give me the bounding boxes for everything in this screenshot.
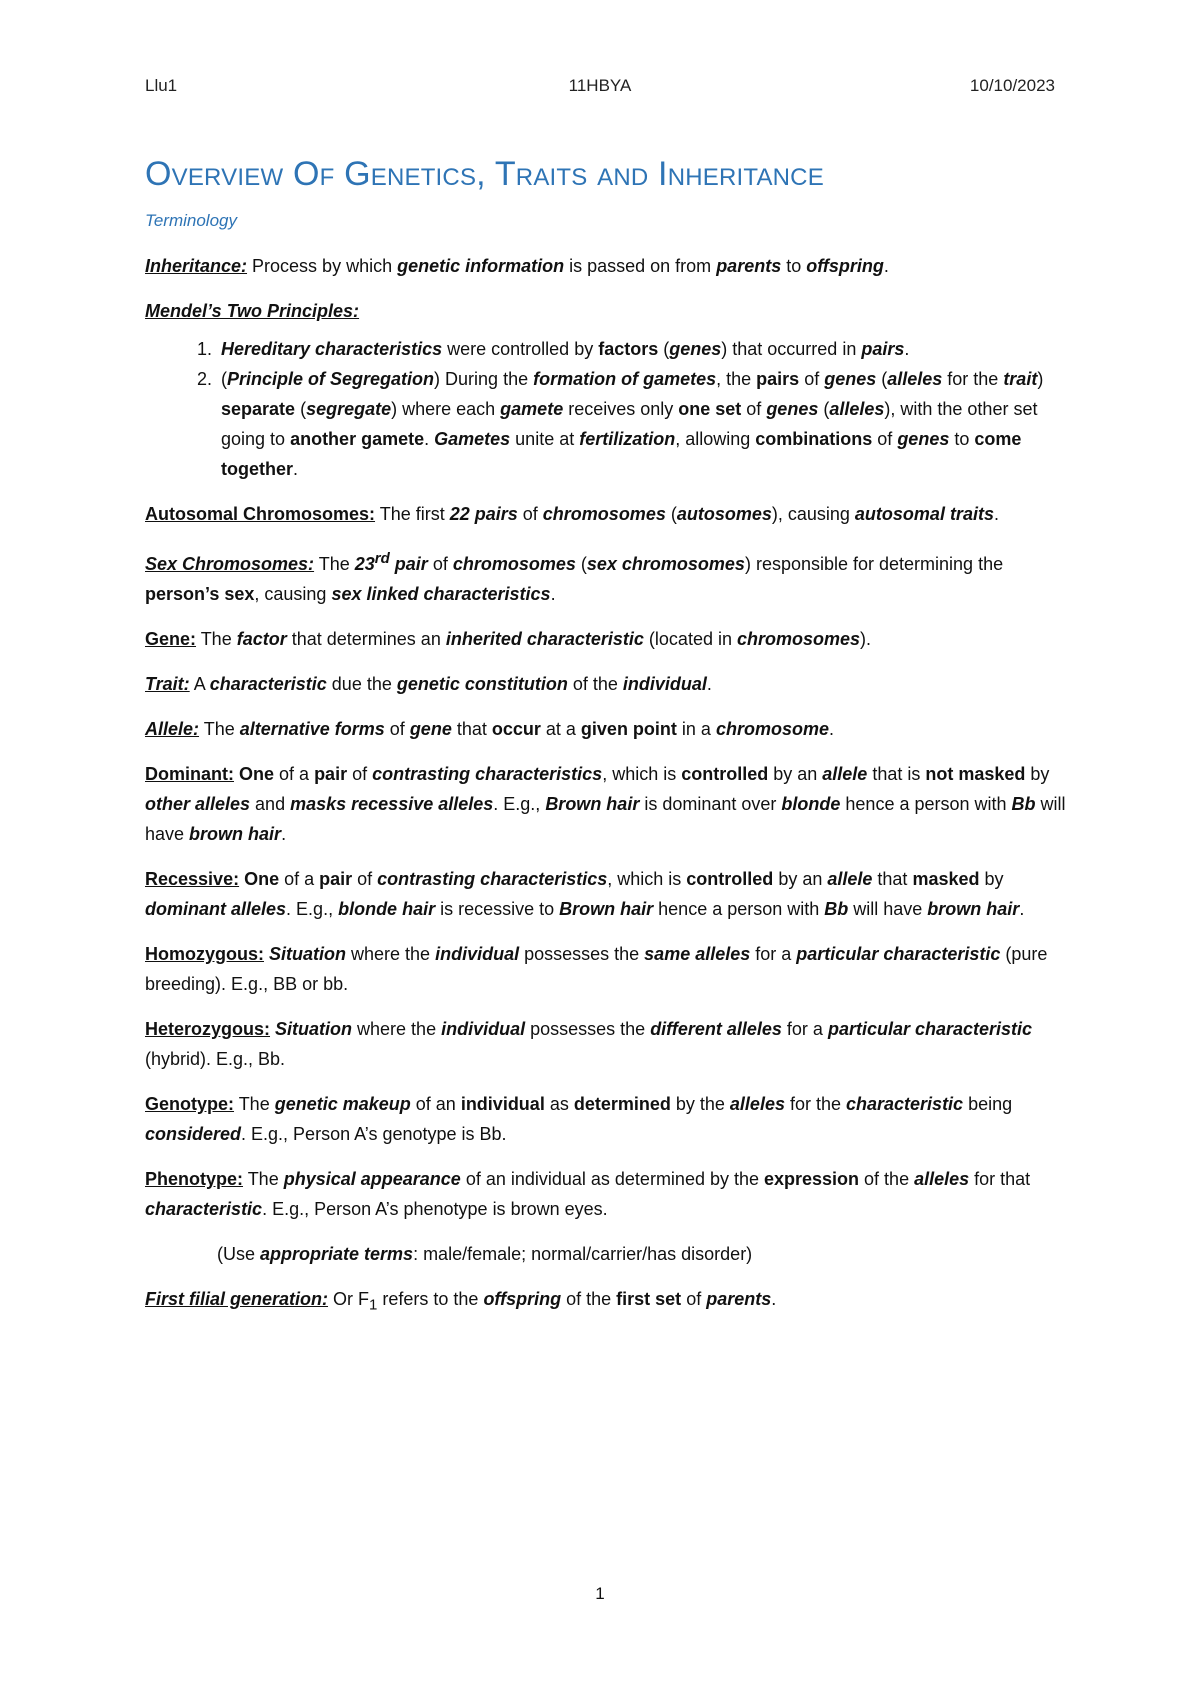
text: that determines an bbox=[286, 629, 446, 649]
keyword: 23 bbox=[354, 554, 375, 574]
keyword: given point bbox=[580, 719, 677, 739]
keyword: alleles bbox=[829, 399, 885, 419]
text: will have bbox=[848, 899, 928, 919]
keyword: sex chromosomes bbox=[586, 554, 745, 574]
text: ) During the bbox=[434, 369, 534, 389]
text: . bbox=[993, 504, 999, 524]
usage-note bbox=[145, 1239, 1067, 1269]
keyword: individual bbox=[460, 1094, 545, 1114]
keyword: another gamete bbox=[290, 429, 425, 449]
keyword: allele bbox=[822, 764, 868, 784]
text: receives only bbox=[563, 399, 679, 419]
definition-mendel bbox=[145, 296, 1067, 326]
text: of an individual as determined by the bbox=[460, 1169, 764, 1189]
text: of bbox=[347, 764, 373, 784]
keyword: parents bbox=[706, 1289, 772, 1309]
text: Process by which bbox=[247, 256, 398, 276]
keyword: gamete bbox=[500, 399, 564, 419]
keyword: considered bbox=[145, 1124, 242, 1144]
text: . E.g., Person A’s phenotype is brown eyes. bbox=[262, 1199, 608, 1219]
text: that bbox=[451, 719, 492, 739]
text: The bbox=[234, 1094, 275, 1114]
text: by the bbox=[670, 1094, 730, 1114]
keyword: autosomes bbox=[676, 504, 772, 524]
text: (located in bbox=[643, 629, 737, 649]
text: ( bbox=[665, 504, 677, 524]
keyword: genes bbox=[766, 399, 819, 419]
term-label: Inheritance: bbox=[145, 256, 248, 276]
keyword: Hereditary characteristics bbox=[221, 339, 443, 359]
text: (pure breeding). E.g., BB or bb. bbox=[145, 944, 1048, 994]
keyword: chromosomes bbox=[452, 554, 576, 574]
text: , which is bbox=[607, 869, 687, 889]
text: . bbox=[883, 256, 889, 276]
keyword: trait bbox=[1003, 369, 1038, 389]
keyword: controlled bbox=[681, 764, 769, 784]
keyword: not masked bbox=[925, 764, 1026, 784]
keyword: allele bbox=[827, 869, 873, 889]
keyword: pair bbox=[314, 764, 348, 784]
text: by bbox=[1025, 764, 1050, 784]
text: A bbox=[189, 674, 210, 694]
keyword: genes bbox=[897, 429, 950, 449]
keyword: alleles bbox=[887, 369, 943, 389]
text: of bbox=[799, 369, 825, 389]
keyword: Situation bbox=[269, 944, 347, 964]
keyword: blonde bbox=[781, 794, 841, 814]
superscript: rd bbox=[374, 550, 390, 567]
keyword: formation of gametes bbox=[533, 369, 717, 389]
text: hence a person with bbox=[840, 794, 1012, 814]
keyword: contrasting characteristics bbox=[372, 764, 603, 784]
keyword: chromosomes bbox=[736, 629, 861, 649]
text: will have bbox=[145, 794, 1066, 844]
text: ), with the other set going to bbox=[221, 399, 1038, 449]
keyword: masks recessive alleles bbox=[290, 794, 494, 814]
page-header bbox=[145, 76, 1055, 100]
text: . E.g., bbox=[493, 794, 546, 814]
section-subtitle: Terminology bbox=[145, 211, 237, 230]
header-date: 10/10/2023 bbox=[969, 76, 1055, 95]
text: The bbox=[314, 554, 355, 574]
text: . bbox=[550, 584, 556, 604]
text: ( bbox=[575, 554, 587, 574]
keyword: 22 pairs bbox=[449, 504, 518, 524]
text: ) that occurred in bbox=[721, 339, 862, 359]
text: by an bbox=[768, 764, 823, 784]
keyword: Bb bbox=[1011, 794, 1036, 814]
term-label: Genotype: bbox=[145, 1094, 235, 1114]
definition-heterozygous bbox=[145, 1014, 1067, 1074]
keyword: factor bbox=[236, 629, 287, 649]
definition-inheritance bbox=[145, 251, 1067, 281]
text: of a bbox=[274, 764, 315, 784]
keyword: offspring bbox=[806, 256, 884, 276]
text: of bbox=[872, 429, 898, 449]
keyword: characteristic bbox=[145, 1199, 263, 1219]
keyword: chromosomes bbox=[542, 504, 666, 524]
text: for a bbox=[781, 1019, 828, 1039]
text: of the bbox=[567, 674, 623, 694]
keyword: genetic information bbox=[397, 256, 565, 276]
text: (Use bbox=[217, 1244, 261, 1264]
text: ( bbox=[295, 399, 307, 419]
mendel-principles-list bbox=[145, 334, 1067, 484]
keyword: different alleles bbox=[650, 1019, 782, 1039]
text: by an bbox=[773, 869, 828, 889]
text: hence a person with bbox=[653, 899, 825, 919]
text: The bbox=[199, 719, 240, 739]
text: is recessive to bbox=[435, 899, 560, 919]
text: , which is bbox=[602, 764, 682, 784]
keyword: inherited characteristic bbox=[445, 629, 644, 649]
term-label: Heterozygous: bbox=[145, 1019, 271, 1039]
text: is passed on from bbox=[564, 256, 717, 276]
text: to bbox=[781, 256, 807, 276]
keyword: characteristic bbox=[846, 1094, 964, 1114]
text: . bbox=[1019, 899, 1025, 919]
definition-dominant bbox=[145, 759, 1067, 849]
text: , causing bbox=[254, 584, 332, 604]
keyword: first set bbox=[616, 1289, 682, 1309]
text: due the bbox=[326, 674, 397, 694]
keyword: fertilization bbox=[579, 429, 676, 449]
keyword: pair bbox=[389, 554, 428, 574]
keyword: alleles bbox=[729, 1094, 785, 1114]
text: . bbox=[771, 1289, 777, 1309]
definition-trait bbox=[145, 669, 1067, 699]
term-label: Homozygous: bbox=[145, 944, 264, 964]
term-label: Dominant: bbox=[145, 764, 234, 784]
text: The bbox=[196, 629, 237, 649]
keyword: particular characteristic bbox=[827, 1019, 1033, 1039]
text: ( bbox=[658, 339, 670, 359]
keyword: masked bbox=[912, 869, 980, 889]
keyword: characteristic bbox=[209, 674, 327, 694]
text: . bbox=[281, 824, 287, 844]
text: refers to the bbox=[377, 1289, 484, 1309]
text: at a bbox=[540, 719, 581, 739]
text: The bbox=[243, 1169, 284, 1189]
text: of bbox=[384, 719, 410, 739]
keyword: physical appearance bbox=[283, 1169, 461, 1189]
text: and bbox=[250, 794, 291, 814]
definition-autosomal bbox=[145, 499, 1067, 529]
keyword: genes bbox=[669, 339, 722, 359]
keyword: brown hair bbox=[189, 824, 282, 844]
page-number: 1 bbox=[595, 1584, 605, 1603]
definition-recessive bbox=[145, 864, 1067, 924]
keyword: Situation bbox=[275, 1019, 353, 1039]
text: of the bbox=[561, 1289, 617, 1309]
keyword: individual bbox=[441, 1019, 526, 1039]
text: , allowing bbox=[675, 429, 756, 449]
text: possesses the bbox=[519, 944, 645, 964]
keyword: other alleles bbox=[145, 794, 251, 814]
definition-phenotype bbox=[145, 1164, 1067, 1224]
keyword: occur bbox=[491, 719, 541, 739]
keyword: appropriate terms bbox=[260, 1244, 414, 1264]
keyword: particular characteristic bbox=[796, 944, 1001, 964]
keyword: Brown hair bbox=[559, 899, 654, 919]
text: ) bbox=[1037, 369, 1044, 389]
text: were controlled by bbox=[442, 339, 599, 359]
term-label: Trait: bbox=[145, 674, 190, 694]
text: that is bbox=[867, 764, 926, 784]
term-label: Allele: bbox=[145, 719, 200, 739]
text: being bbox=[963, 1094, 1013, 1114]
text: to bbox=[949, 429, 975, 449]
keyword: controlled bbox=[686, 869, 774, 889]
keyword: dominant alleles bbox=[145, 899, 287, 919]
text: ( bbox=[818, 399, 830, 419]
term-label: Recessive: bbox=[145, 869, 240, 889]
text: . E.g., bbox=[286, 899, 339, 919]
header-class-code: 11HBYA bbox=[568, 76, 632, 95]
text: (hybrid). E.g., Bb. bbox=[145, 1049, 286, 1069]
keyword: expression bbox=[764, 1169, 860, 1189]
text: of an bbox=[410, 1094, 461, 1114]
keyword: sex linked characteristics bbox=[331, 584, 551, 604]
text: ), causing bbox=[771, 504, 855, 524]
text: of bbox=[741, 399, 767, 419]
term-label: Phenotype: bbox=[145, 1169, 244, 1189]
text: of bbox=[517, 504, 543, 524]
keyword: genetic constitution bbox=[396, 674, 568, 694]
keyword: factors bbox=[598, 339, 659, 359]
text: of bbox=[427, 554, 453, 574]
keyword: individual bbox=[622, 674, 707, 694]
keyword: person’s sex bbox=[145, 584, 255, 604]
text: ( bbox=[221, 369, 227, 389]
text: where the bbox=[352, 1019, 442, 1039]
text: of a bbox=[279, 869, 320, 889]
text: of bbox=[681, 1289, 707, 1309]
text: of bbox=[352, 869, 378, 889]
text: : male/female; normal/carrier/has disorder) bbox=[413, 1244, 753, 1264]
keyword: segregate bbox=[306, 399, 392, 419]
term-label: Mendel’s Two Principles: bbox=[145, 301, 360, 321]
text: . bbox=[828, 719, 834, 739]
keyword: genetic makeup bbox=[274, 1094, 411, 1114]
text: for the bbox=[942, 369, 1004, 389]
text: in a bbox=[676, 719, 716, 739]
text: . bbox=[293, 459, 299, 479]
keyword: One bbox=[239, 764, 275, 784]
keyword: combinations bbox=[755, 429, 873, 449]
keyword: alleles bbox=[914, 1169, 970, 1189]
keyword: brown hair bbox=[927, 899, 1020, 919]
keyword: chromosome bbox=[715, 719, 829, 739]
keyword: Bb bbox=[824, 899, 849, 919]
keyword: individual bbox=[435, 944, 520, 964]
definition-sex-chromosomes bbox=[145, 544, 1067, 609]
list-item bbox=[217, 364, 1067, 484]
text: unite at bbox=[510, 429, 580, 449]
text: as bbox=[544, 1094, 574, 1114]
keyword: offspring bbox=[483, 1289, 562, 1309]
document-body bbox=[145, 150, 1067, 1336]
definition-gene bbox=[145, 624, 1067, 654]
definition-first-filial bbox=[145, 1284, 1067, 1321]
term-label: First filial generation: bbox=[145, 1289, 329, 1309]
term-label: Sex Chromosomes: bbox=[145, 554, 315, 574]
text: ). bbox=[860, 629, 872, 649]
keyword: autosomal traits bbox=[854, 504, 994, 524]
term-label: Gene: bbox=[145, 629, 197, 649]
keyword: Brown hair bbox=[545, 794, 640, 814]
definition-allele bbox=[145, 714, 1067, 744]
keyword: come together bbox=[221, 429, 1022, 479]
keyword: alternative forms bbox=[239, 719, 385, 739]
keyword: contrasting characteristics bbox=[377, 869, 608, 889]
text: possesses the bbox=[525, 1019, 651, 1039]
keyword: same alleles bbox=[644, 944, 751, 964]
text: ) responsible for determining the bbox=[744, 554, 1004, 574]
keyword: determined bbox=[573, 1094, 671, 1114]
text: for a bbox=[750, 944, 797, 964]
text: . bbox=[706, 674, 712, 694]
subscript: 1 bbox=[369, 1296, 378, 1314]
keyword: pairs bbox=[756, 369, 800, 389]
keyword: pair bbox=[319, 869, 353, 889]
text: ( bbox=[876, 369, 888, 389]
keyword: pairs bbox=[861, 339, 905, 359]
text: The first bbox=[375, 504, 450, 524]
text: by bbox=[979, 869, 1004, 889]
keyword: Principle of Segregation bbox=[227, 369, 435, 389]
text: is dominant over bbox=[639, 794, 782, 814]
page-title: Overview Of Genetics, Traits and Inheritance bbox=[145, 155, 824, 193]
list-item bbox=[217, 334, 1067, 364]
text: . bbox=[904, 339, 910, 359]
text: that bbox=[872, 869, 913, 889]
header-author: Llu1 bbox=[145, 76, 178, 95]
keyword: genes bbox=[824, 369, 877, 389]
text: . E.g., Person A’s genotype is Bb. bbox=[241, 1124, 507, 1144]
keyword: parents bbox=[716, 256, 782, 276]
text: of the bbox=[859, 1169, 915, 1189]
keyword: One bbox=[244, 869, 280, 889]
text: for that bbox=[969, 1169, 1031, 1189]
definition-homozygous bbox=[145, 939, 1067, 999]
text: , the bbox=[716, 369, 757, 389]
keyword: one set bbox=[678, 399, 742, 419]
text: ) where each bbox=[391, 399, 501, 419]
definition-genotype bbox=[145, 1089, 1067, 1149]
keyword: separate bbox=[221, 399, 296, 419]
term-label: Autosomal Chromosomes: bbox=[145, 504, 376, 524]
text: Or F bbox=[328, 1289, 370, 1309]
text: . bbox=[424, 429, 435, 449]
text: where the bbox=[346, 944, 436, 964]
keyword: Gametes bbox=[434, 429, 511, 449]
text: for the bbox=[784, 1094, 846, 1114]
keyword: blonde hair bbox=[338, 899, 436, 919]
keyword: gene bbox=[409, 719, 452, 739]
